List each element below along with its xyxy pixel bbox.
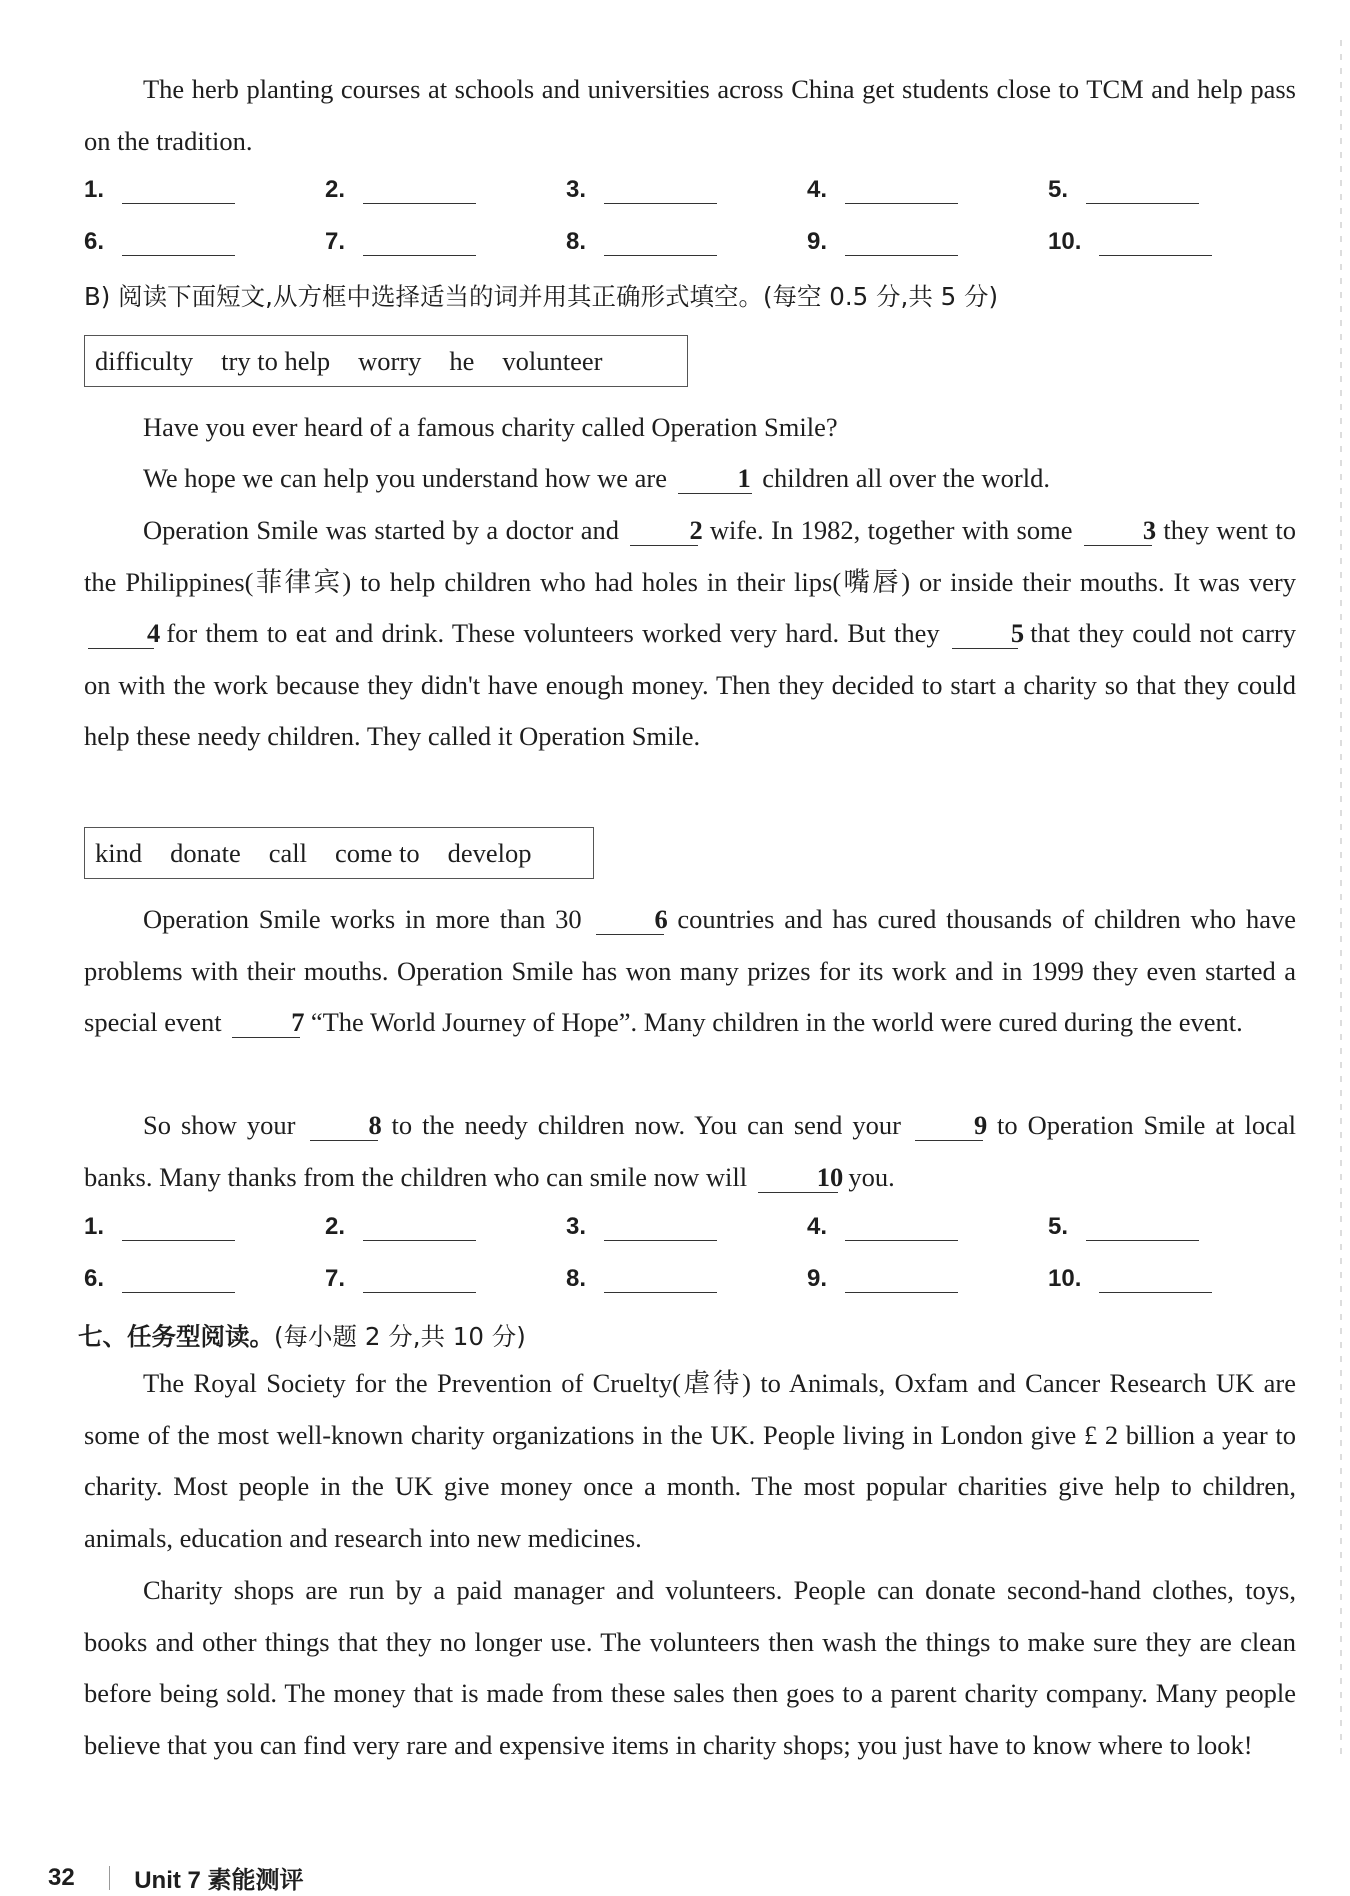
- gap-5[interactable]: 5: [952, 619, 1018, 649]
- answer-blank[interactable]: 5.: [1048, 176, 1199, 204]
- answer-blank[interactable]: 10.: [1048, 1265, 1212, 1293]
- gap-4[interactable]: 4: [88, 619, 154, 649]
- footer-divider: [109, 1866, 111, 1890]
- box-word: donate: [170, 837, 241, 868]
- answer-blank[interactable]: 8.: [566, 1265, 717, 1293]
- box-word: call: [268, 837, 308, 868]
- intro-paragraph: The herb planting courses at schools and universities across China get students close to TCM and help pass on the tradition.: [84, 74, 1296, 156]
- passage-paragraph-1: Have you ever heard of a famous charity called Operation Smile?: [143, 412, 838, 442]
- gap-9[interactable]: 9: [915, 1111, 983, 1141]
- box-word: worry: [358, 345, 422, 376]
- page-footer: [48, 1860, 304, 1895]
- word-box-2: [84, 827, 594, 879]
- answer-blank[interactable]: 3.: [566, 176, 717, 204]
- answer-blank[interactable]: 5.: [1048, 1213, 1199, 1241]
- section-b-heading: B) 阅读下面短文,从方框中选择适当的词并用其正确形式填空。(每空 0.5 分,共 5 分): [84, 282, 999, 311]
- answer-blank[interactable]: 4.: [807, 176, 958, 204]
- answer-blank[interactable]: 7.: [325, 228, 476, 256]
- unit-label: Unit 7 素能测评: [134, 1867, 304, 1894]
- box-word: difficulty: [95, 345, 194, 376]
- answer-blank[interactable]: 1.: [84, 176, 235, 204]
- answer-blank[interactable]: 7.: [325, 1265, 476, 1293]
- passage-paragraph-3: Operation Smile was started by a doctor and 2 wife. In 1982, together with some 3 they went to the Philippines(菲律宾) to help children who had holes in their lips(嘴唇) or inside their mouths. It was very 4 for them to eat and drink. These volunteers worked very hard. But they 5 that they could not carry on with the work because they didn't have enough money. Then they decided to start a charity so that they could help these needy children. They called it Operation Smile.: [84, 515, 1297, 752]
- box-word: he: [449, 345, 475, 376]
- answer-blank[interactable]: 4.: [807, 1213, 958, 1241]
- box-word: try to help: [221, 345, 331, 376]
- passage-paragraph-2: We hope we can help you understand how we are 1 children all over the world.: [143, 463, 1050, 493]
- box-word: volunteer: [502, 345, 603, 376]
- answer-blank[interactable]: 10.: [1048, 228, 1212, 256]
- answer-blank[interactable]: 6.: [84, 228, 235, 256]
- answer-blank[interactable]: 6.: [84, 1265, 235, 1293]
- answer-blank[interactable]: 1.: [84, 1213, 235, 1241]
- box-word: develop: [447, 837, 532, 868]
- word-box-1: [84, 335, 688, 387]
- page-edge-shadow: [1340, 40, 1342, 1760]
- answer-blank[interactable]: 9.: [807, 1265, 958, 1293]
- page-number: 32: [48, 1863, 75, 1891]
- answer-blank[interactable]: 2.: [325, 1213, 476, 1241]
- answer-blank[interactable]: 9.: [807, 228, 958, 256]
- gap-1[interactable]: 1: [678, 464, 752, 494]
- gap-7[interactable]: 7: [232, 1008, 300, 1038]
- answer-blank[interactable]: 3.: [566, 1213, 717, 1241]
- gap-6[interactable]: 6: [596, 905, 664, 935]
- passage-paragraph-5: So show your 8 to the needy children now. You can send your 9 to Operation Smile at local banks. Many thanks from the children who can smile now will 10 you.: [84, 1110, 1297, 1192]
- section-7-heading: 七、任务型阅读。(每小题 2 分,共 10 分): [78, 1322, 526, 1351]
- answer-blank[interactable]: 2.: [325, 176, 476, 204]
- task-reading-paragraph-1: The Royal Society for the Prevention of Cruelty(虐待) to Animals, Oxfam and Cancer Research UK are some of the most well-known charity organizations in the UK. People living in London give £ 2 billion a year to charity. Most people in the UK give money once a month. The most popular charities give help to children, animals, education and research into new medicines.: [84, 1368, 1296, 1553]
- box-word: kind: [95, 837, 143, 868]
- passage-paragraph-4: Operation Smile works in more than 30 6 countries and has cured thousands of children who have problems with their mouths. Operation Smile has won many prizes for its work and in 1999 they even started a special event 7 “The World Journey of Hope”. Many children in the world were cured during the event.: [84, 904, 1297, 1038]
- task-reading-paragraph-2: Charity shops are run by a paid manager and volunteers. People can donate second-hand clothes, toys, books and other things that they no longer use. The volunteers then wash the things to make sure they are clean before being sold. The money that is made from these sales then goes to a parent charity company. Many people believe that you can find very rare and expensive items in charity shops; you just have to know where to look!: [84, 1575, 1296, 1760]
- gap-3[interactable]: 3: [1084, 516, 1152, 546]
- gap-8[interactable]: 8: [310, 1111, 378, 1141]
- gap-10[interactable]: 10: [758, 1163, 838, 1193]
- gap-2[interactable]: 2: [630, 516, 698, 546]
- box-word: come to: [335, 837, 420, 868]
- answer-blank[interactable]: 8.: [566, 228, 717, 256]
